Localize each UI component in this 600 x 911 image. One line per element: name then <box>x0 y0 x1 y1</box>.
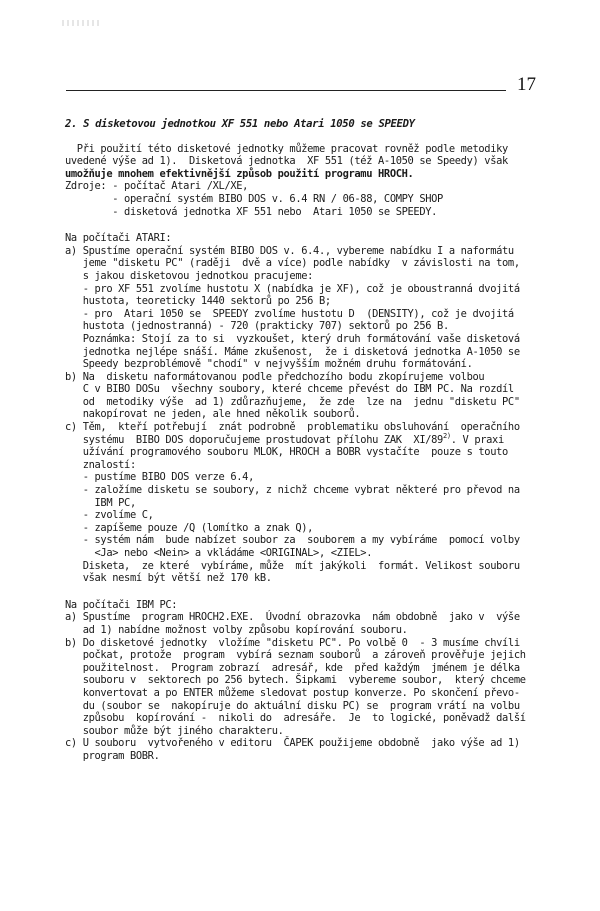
header-rule <box>66 90 506 91</box>
text-line: soubor může být jiného charakteru. <box>65 724 284 737</box>
text-line: použitelnost. Program zobrazí adresář, kde před každým jménem je délka <box>65 661 520 674</box>
page-content <box>65 118 560 763</box>
text-line: - zvolíme C, <box>65 509 154 522</box>
ibm-section <box>65 599 560 763</box>
text-line: uvedené výše ad 1). Disketová jednotka XF 551 (též A-1050 se Speedy) však <box>65 155 508 168</box>
text-line: ad 1) nabídne možnost volby způsobu kopírování souboru. <box>65 623 408 636</box>
text-line: - operační systém BIBO DOS v. 6.4 RN / 06-88, COMPY SHOP <box>65 192 443 205</box>
text-line: jeme "disketu PC" (raději dvě a více) podle nabídky v závislosti na tom, <box>65 257 520 270</box>
text-line: <Ja> nebo <Nein> a vkládáme <ORIGINAL>, <ZIEL>. <box>65 547 373 559</box>
text-line: hustota, teoreticky 1440 sektorů po 256 B; <box>65 295 331 308</box>
text-fragment: . V praxi <box>450 433 504 446</box>
scan-noise <box>62 20 102 26</box>
text-line: Na počítači IBM PC: <box>65 598 178 611</box>
text-line: du (soubor se nakopíruje do aktuální disku PC) se program vrátí na volbu <box>65 699 520 712</box>
text-line: a) Spustíme program HROCH2.EXE. Úvodní obrazovka nám obdobně jako v výše <box>65 611 520 624</box>
text-line: c) U souboru vytvořeného v editoru ČAPEK použijeme obdobně jako výše ad 1) <box>65 737 520 750</box>
text-line: c) Těm, kteří potřebují znát podrobně problematiku obsluhování operačního <box>65 421 520 434</box>
text-line: a) Spustíme operační systém BIBO DOS v. 6.4., vybereme nabídku I a naformátu <box>65 244 514 257</box>
footnote-marker: 2) <box>442 431 451 440</box>
section-heading: 2. S disketovou jednotkou XF 551 nebo Atari 1050 se SPEEDY <box>65 118 415 130</box>
text-line: však nesmí být větší než 170 kB. <box>65 572 272 585</box>
text-line: Zdroje: - počítač Atari /XL/XE, <box>65 180 249 193</box>
text-line: Při použití této disketové jednotky můžeme pracovat rovněž podle metodiky <box>65 142 508 155</box>
text-line: umožňuje mnohem efektivnější způsob použití programu HROCH. <box>65 167 414 180</box>
text-line: Na počítači ATARI: <box>65 232 172 245</box>
text-line: - systém nám bude nabízet soubor za souborem a my vybíráme pomocí volby <box>65 534 520 547</box>
text-line: konvertovat a po ENTER můžeme sledovat postup konverze. Po skončení převo- <box>65 686 520 699</box>
intro-paragraph <box>65 143 560 219</box>
text-line: IBM PC, <box>65 496 136 509</box>
text-fragment: systému BIBO DOS doporučujeme prostudovat přílohu ZAK XI/89 <box>65 433 443 446</box>
text-line: užívání programového souboru MLOK, HROCH a BOBR vystačíte pouze s touto <box>65 446 508 459</box>
text-line: b) Na disketu naformátovanou podle předchozího bodu zkopírujeme volbou <box>65 370 485 383</box>
text-line: s jakou disketovou jednotkou pracujeme: <box>65 269 314 282</box>
atari-section <box>65 232 560 585</box>
page-number: 17 <box>517 74 536 95</box>
text-line: nakopírovat ne jeden, ale hned několik souborů. <box>65 408 361 421</box>
text-line: C v BIBO DOSu všechny soubory, které chceme převést do IBM PC. Na rozdíl <box>65 383 514 396</box>
text-line: souboru v sektorech po 256 bytech. Šipkami vybereme soubor, který chceme <box>65 674 526 687</box>
text-line: znalostí: <box>65 458 136 471</box>
text-line: počkat, protože program vybírá seznam souborů a zároveň prověřuje jejich <box>65 649 526 662</box>
text-line: b) Do disketové jednotky vložíme "disketu PC". Po volbě 0 - 3 musíme chvíli <box>65 636 520 649</box>
text-line: od metodiky výše ad 1) zdůrazňujeme, že zde lze na jednu "disketu PC" <box>65 395 520 408</box>
text-line: hustota (jednostranná) - 720 (prakticky 707) sektorů po 256 B. <box>65 320 449 333</box>
text-line: jednotka nejlépe snáší. Máme zkušenost, že i disketová jednotka A-1050 se <box>65 345 520 358</box>
text-line: program BOBR. <box>65 749 160 762</box>
text-line: - založíme disketu se soubory, z nichž chceme vybrat některé pro převod na <box>65 484 520 497</box>
text-line: - pustíme BIBO DOS verze 6.4, <box>65 471 254 484</box>
text-line: Disketa, ze které vybíráme, může mít jakýkoli formát. Velikost souboru <box>65 559 520 572</box>
text-line: způsobu kopírování - nikoli do adresáře. Je to logické, poněvadž další <box>65 712 526 725</box>
text-line: Poznámka: Stojí za to si vyzkoušet, který druh formátování vaše disketová <box>65 332 520 345</box>
text-line: - zapíšeme pouze /Q (lomítko a znak Q), <box>65 521 314 534</box>
text-line: Speedy bezproblémově "chodí" v nejvyšším možném druhu formátování. <box>65 358 473 371</box>
text-line: - pro Atari 1050 se SPEEDY zvolíme hustotu D (DENSITY), což je dvojitá <box>65 307 514 320</box>
text-line-with-footnote <box>65 431 560 447</box>
text-line: - pro XF 551 zvolíme hustotu X (nabídka je XF), což je oboustranná dvojitá <box>65 282 520 295</box>
text-line: - disketová jednotka XF 551 nebo Atari 1050 se SPEEDY. <box>65 205 438 218</box>
